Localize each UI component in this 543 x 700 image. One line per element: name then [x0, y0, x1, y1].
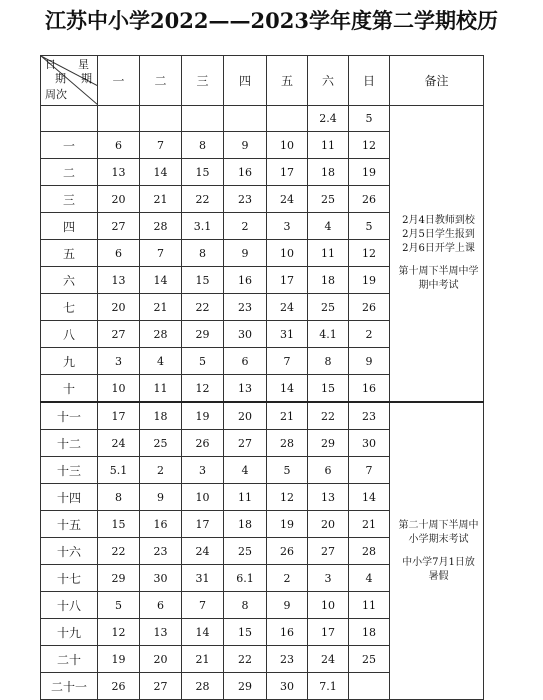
week-label: 十四	[41, 484, 98, 511]
week-label: 十九	[41, 619, 98, 646]
date-cell: 22	[98, 538, 140, 565]
note-line: 第十周下半周中学	[398, 266, 479, 277]
date-cell: 9	[140, 484, 182, 511]
note-line: 2月6日开学上课	[402, 243, 475, 254]
date-cell: 7	[140, 132, 182, 159]
date-cell: 20	[224, 402, 267, 430]
date-cell: 6	[140, 592, 182, 619]
date-cell: 26	[98, 673, 140, 700]
header-qi2-label: 期	[81, 72, 92, 85]
header-notes: 备注	[390, 56, 484, 106]
date-cell: 8	[308, 348, 349, 375]
date-cell: 21	[140, 186, 182, 213]
date-cell: 9	[224, 132, 267, 159]
date-cell: 14	[140, 267, 182, 294]
date-cell: 7.1	[308, 673, 349, 700]
week-label: 二	[41, 159, 98, 186]
date-cell: 30	[349, 430, 390, 457]
date-cell: 4	[308, 213, 349, 240]
date-cell: 16	[224, 159, 267, 186]
date-cell: 14	[349, 484, 390, 511]
date-cell: 24	[98, 430, 140, 457]
date-cell: 6	[98, 240, 140, 267]
week-label: 二十一	[41, 673, 98, 700]
date-cell: 4	[349, 565, 390, 592]
date-cell: 5	[349, 213, 390, 240]
date-cell: 19	[349, 267, 390, 294]
date-cell: 10	[182, 484, 224, 511]
week-label: 十六	[41, 538, 98, 565]
week-label	[41, 106, 98, 132]
date-cell: 11	[308, 132, 349, 159]
date-cell: 4.1	[308, 321, 349, 348]
date-cell: 14	[182, 619, 224, 646]
date-cell: 12	[349, 132, 390, 159]
date-cell: 24	[267, 294, 308, 321]
header-row	[41, 56, 484, 106]
date-cell: 29	[182, 321, 224, 348]
date-cell: 2	[267, 565, 308, 592]
header-qi-label: 期	[55, 72, 66, 85]
date-cell: 31	[182, 565, 224, 592]
date-cell: 28	[140, 321, 182, 348]
date-cell: 6	[224, 348, 267, 375]
date-cell	[267, 106, 308, 132]
note-line: 期中考试	[418, 280, 459, 291]
date-cell: 24	[267, 186, 308, 213]
date-cell: 3	[267, 213, 308, 240]
date-cell: 18	[308, 267, 349, 294]
date-cell: 28	[182, 673, 224, 700]
date-cell: 21	[140, 294, 182, 321]
date-cell: 18	[308, 159, 349, 186]
date-cell: 5	[98, 592, 140, 619]
date-cell: 13	[308, 484, 349, 511]
week-label: 十五	[41, 511, 98, 538]
header-day-wed: 三	[182, 56, 224, 106]
header-day-sun: 日	[349, 56, 390, 106]
date-cell: 27	[308, 538, 349, 565]
header-zhouci-label: 周次	[45, 88, 67, 101]
header-day-fri: 五	[267, 56, 308, 106]
week-label: 三	[41, 186, 98, 213]
date-cell: 21	[267, 402, 308, 430]
note-line: 第二十周下半周中	[398, 519, 479, 531]
date-cell: 15	[308, 375, 349, 403]
date-cell: 2.4	[308, 106, 349, 132]
week-label: 十	[41, 375, 98, 403]
date-cell: 5	[349, 106, 390, 132]
date-cell: 8	[98, 484, 140, 511]
header-ri-label: 日	[45, 58, 56, 71]
date-cell: 21	[182, 646, 224, 673]
note-line: 中小学7月1日放	[402, 556, 475, 568]
date-cell: 20	[140, 646, 182, 673]
header-day-thu: 四	[224, 56, 267, 106]
date-cell: 20	[98, 294, 140, 321]
date-cell: 29	[308, 430, 349, 457]
date-cell: 24	[308, 646, 349, 673]
date-cell: 7	[267, 348, 308, 375]
date-cell: 15	[224, 619, 267, 646]
date-cell: 29	[224, 673, 267, 700]
date-cell: 3	[98, 348, 140, 375]
date-cell: 28	[349, 538, 390, 565]
date-cell: 23	[140, 538, 182, 565]
date-cell: 25	[308, 186, 349, 213]
date-cell: 3.1	[182, 213, 224, 240]
week-label: 二十	[41, 646, 98, 673]
date-cell: 24	[182, 538, 224, 565]
week-label: 四	[41, 213, 98, 240]
date-cell: 25	[140, 430, 182, 457]
date-cell: 17	[308, 619, 349, 646]
week-label: 十一	[41, 402, 98, 430]
date-cell: 8	[182, 132, 224, 159]
date-cell: 19	[349, 159, 390, 186]
date-cell: 9	[349, 348, 390, 375]
date-cell: 27	[98, 213, 140, 240]
date-cell: 23	[224, 186, 267, 213]
date-cell: 15	[182, 159, 224, 186]
week-label: 十二	[41, 430, 98, 457]
date-cell: 2	[224, 213, 267, 240]
date-cell: 11	[349, 592, 390, 619]
date-cell: 2	[140, 457, 182, 484]
date-cell: 11	[308, 240, 349, 267]
date-cell: 14	[140, 159, 182, 186]
pre-week-row	[41, 106, 484, 132]
header-day-mon: 一	[98, 56, 140, 106]
date-cell: 12	[182, 375, 224, 403]
date-cell: 10	[308, 592, 349, 619]
note-line: 小学期末考试	[408, 533, 469, 545]
date-cell	[349, 673, 390, 700]
date-cell: 17	[267, 159, 308, 186]
date-cell: 9	[224, 240, 267, 267]
date-cell: 10	[267, 240, 308, 267]
date-cell: 28	[267, 430, 308, 457]
date-cell: 17	[267, 267, 308, 294]
school-calendar-table	[40, 55, 484, 700]
date-cell: 19	[182, 402, 224, 430]
notes-upper-cell	[390, 106, 484, 403]
diagonal-header-cell	[41, 56, 98, 106]
date-cell: 23	[224, 294, 267, 321]
page-title: 江苏中小学2022——2023学年度第二学期校历	[45, 8, 498, 33]
date-cell: 14	[267, 375, 308, 403]
calendar-body	[41, 56, 484, 700]
date-cell: 10	[267, 132, 308, 159]
date-cell: 30	[224, 321, 267, 348]
date-cell: 12	[267, 484, 308, 511]
date-cell: 11	[140, 375, 182, 403]
date-cell: 26	[349, 294, 390, 321]
date-cell: 21	[349, 511, 390, 538]
date-cell: 13	[140, 619, 182, 646]
date-cell: 8	[182, 240, 224, 267]
date-cell: 22	[224, 646, 267, 673]
date-cell: 17	[182, 511, 224, 538]
date-cell: 26	[349, 186, 390, 213]
date-cell: 13	[98, 159, 140, 186]
date-cell: 28	[140, 213, 182, 240]
date-cell: 29	[98, 565, 140, 592]
date-cell: 3	[308, 565, 349, 592]
date-cell: 5.1	[98, 457, 140, 484]
week-label: 六	[41, 267, 98, 294]
header-day-sat: 六	[308, 56, 349, 106]
date-cell: 5	[267, 457, 308, 484]
date-cell: 2	[349, 321, 390, 348]
note-gap	[398, 547, 479, 556]
date-cell: 20	[308, 511, 349, 538]
date-cell: 12	[98, 619, 140, 646]
date-cell: 30	[140, 565, 182, 592]
date-cell: 13	[98, 267, 140, 294]
date-cell: 13	[224, 375, 267, 403]
date-cell: 27	[98, 321, 140, 348]
date-cell: 7	[182, 592, 224, 619]
date-cell: 4	[140, 348, 182, 375]
date-cell: 22	[182, 186, 224, 213]
date-cell: 17	[98, 402, 140, 430]
date-cell: 18	[224, 511, 267, 538]
date-cell: 8	[224, 592, 267, 619]
date-cell: 18	[140, 402, 182, 430]
date-cell: 18	[349, 619, 390, 646]
date-cell: 6	[98, 132, 140, 159]
date-cell: 27	[140, 673, 182, 700]
date-cell: 5	[182, 348, 224, 375]
date-cell: 7	[140, 240, 182, 267]
date-cell: 25	[349, 646, 390, 673]
date-cell: 19	[98, 646, 140, 673]
date-cell: 7	[349, 457, 390, 484]
date-cell: 23	[349, 402, 390, 430]
date-cell: 26	[267, 538, 308, 565]
date-cell: 16	[140, 511, 182, 538]
date-cell: 15	[182, 267, 224, 294]
week-label: 九	[41, 348, 98, 375]
week-row	[41, 402, 484, 430]
date-cell: 4	[224, 457, 267, 484]
note-line: 2月4日教师到校	[402, 215, 475, 226]
date-cell: 25	[224, 538, 267, 565]
date-cell: 26	[182, 430, 224, 457]
date-cell	[98, 106, 140, 132]
date-cell: 22	[182, 294, 224, 321]
date-cell: 12	[349, 240, 390, 267]
date-cell: 15	[98, 511, 140, 538]
date-cell: 11	[224, 484, 267, 511]
note-line: 2月5日学生报到	[402, 229, 475, 240]
date-cell	[182, 106, 224, 132]
date-cell: 27	[224, 430, 267, 457]
date-cell: 10	[98, 375, 140, 403]
week-label: 十七	[41, 565, 98, 592]
note-gap	[398, 256, 479, 265]
note-line: 暑假	[428, 570, 449, 582]
week-label: 十三	[41, 457, 98, 484]
week-label: 八	[41, 321, 98, 348]
date-cell: 23	[267, 646, 308, 673]
date-cell: 20	[98, 186, 140, 213]
week-label: 一	[41, 132, 98, 159]
date-cell: 3	[182, 457, 224, 484]
week-label: 七	[41, 294, 98, 321]
notes-lower-cell	[390, 402, 484, 700]
week-label: 十八	[41, 592, 98, 619]
date-cell: 25	[308, 294, 349, 321]
date-cell: 9	[267, 592, 308, 619]
date-cell: 31	[267, 321, 308, 348]
date-cell: 6.1	[224, 565, 267, 592]
header-xing-label: 星	[78, 58, 89, 71]
date-cell	[224, 106, 267, 132]
date-cell: 6	[308, 457, 349, 484]
date-cell: 22	[308, 402, 349, 430]
header-day-tue: 二	[140, 56, 182, 106]
date-cell: 16	[224, 267, 267, 294]
date-cell: 30	[267, 673, 308, 700]
date-cell	[140, 106, 182, 132]
date-cell: 16	[349, 375, 390, 403]
date-cell: 19	[267, 511, 308, 538]
date-cell: 16	[267, 619, 308, 646]
week-label: 五	[41, 240, 98, 267]
